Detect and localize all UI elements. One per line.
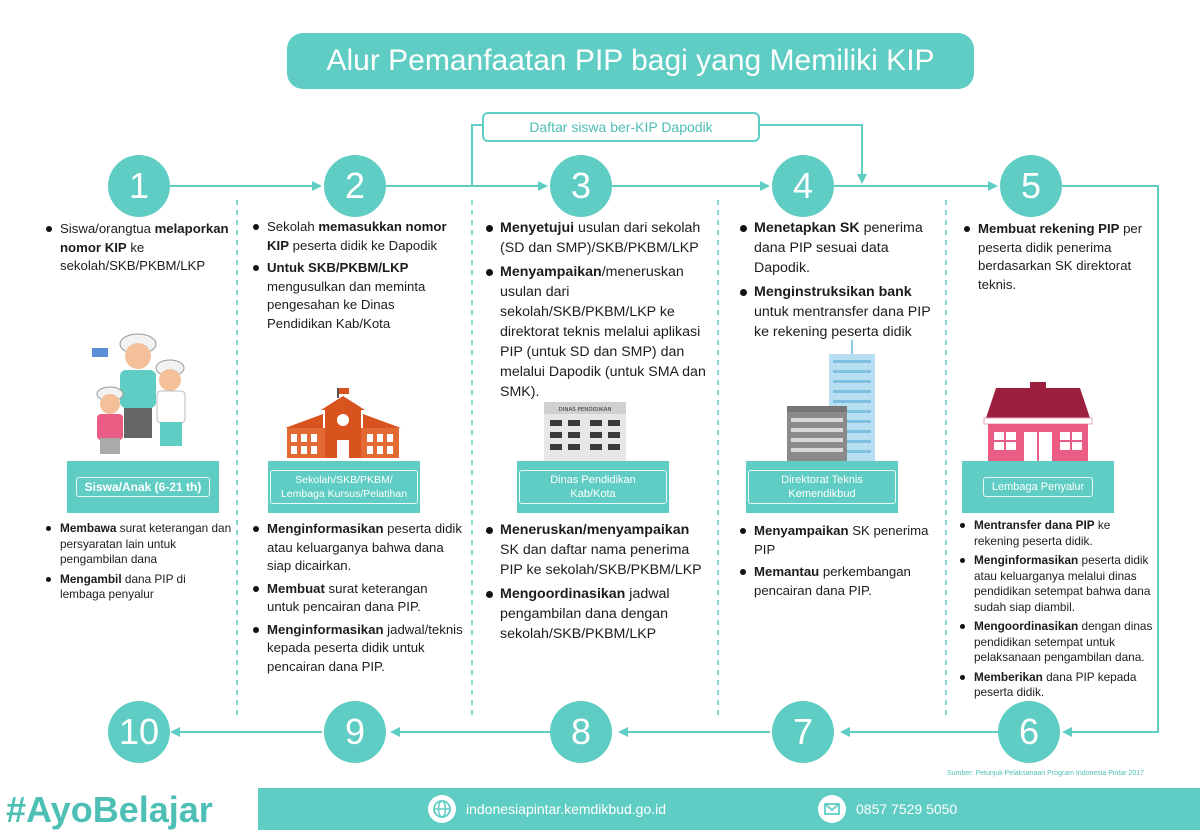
globe-icon: [428, 795, 456, 823]
step-6-circle: 6: [998, 701, 1060, 763]
phone-contact[interactable]: [818, 792, 957, 826]
step-1-circle: 1: [108, 155, 170, 217]
phone-text: 0857 7529 5050: [856, 801, 958, 817]
step-10-circle: 10: [108, 701, 170, 763]
step-3-circle: 3: [550, 155, 612, 217]
education-office-illustration: [540, 402, 630, 462]
col1-bottom-list: [44, 521, 234, 607]
step-5-circle: 5: [1000, 155, 1062, 217]
col5-bottom-list: [958, 518, 1154, 705]
col3-bottom-list: [484, 520, 710, 648]
list-item: Mengoordinasikan dengan dinas pendidikan setempat untuk pelaksanaan pengambilan dana.: [958, 619, 1154, 666]
step-2-circle: 2: [324, 155, 386, 217]
actor-plate-ministry: [746, 461, 898, 513]
actor-label: Sekolah/SKB/PKBM/ Lembaga Kursus/Pelatihan: [270, 470, 418, 504]
list-item: Menginformasikan jadwal/teknis kepada peserta didik untuk pencairan dana PIP.: [251, 621, 463, 677]
list-item: Meneruskan/menyampaikan SK dan daftar nama penerima PIP ke sekolah/SKB/PKBM/LKP: [484, 520, 710, 580]
col3-top-list: [484, 218, 710, 406]
col5-top-list: [962, 220, 1152, 298]
list-item: Menyetujui usulan dari sekolah (SD dan SMP)/SKB/PKBM/LKP: [484, 218, 710, 258]
ministry-building-illustration: [785, 340, 885, 462]
school-building-illustration: [283, 388, 403, 460]
mail-icon: [818, 795, 846, 823]
actor-label: Direktorat Teknis Kemendikbud: [748, 470, 896, 504]
actor-plate-students: [67, 461, 219, 513]
step-4-circle: 4: [772, 155, 834, 217]
list-item: Memberikan dana PIP kepada peserta didik.: [958, 670, 1154, 701]
list-item: Membawa surat keterangan dan persyaratan lain untuk pengambilan dana: [44, 521, 234, 568]
list-item: Untuk SKB/PKBM/LKP mengusulkan dan meminta pengesahan ke Dinas Pendidikan Kab/Kota: [251, 259, 463, 333]
students-illustration: [80, 330, 200, 460]
list-item: Menginformasikan peserta didik atau keluarganya bahwa dana siap dicairkan.: [251, 520, 463, 576]
dapodik-label: Daftar siswa ber-KIP Dapodik: [482, 112, 760, 142]
col2-top-list: [251, 218, 463, 337]
list-item: Menginstruksikan bank untuk mentransfer dana PIP ke rekening peserta didik: [738, 282, 944, 342]
list-item: Menyampaikan/meneruskan usulan dari sekolah/SKB/PKBM/LKP ke direktorat teknis melalui aplikasi PIP (untuk SD dan SMP) dan melalui Dapodik (untuk SMA dan SMK).: [484, 262, 710, 402]
website-text: indonesiapintar.kemdikbud.go.id: [466, 801, 667, 817]
col4-top-list: [738, 218, 944, 346]
list-item: Siswa/orangtua melaporkan nomor KIP ke sekolah/SKB/PKBM/LKP: [44, 220, 230, 276]
list-item: Sekolah memasukkan nomor KIP peserta didik ke Dapodik: [251, 218, 463, 255]
actor-label: Lembaga Penyalur: [983, 477, 1093, 497]
col2-bottom-list: [251, 520, 463, 680]
list-item: Memantau perkembangan pencairan dana PIP.: [738, 563, 944, 600]
step-9-circle: 9: [324, 701, 386, 763]
list-item: Mengambil dana PIP di lembaga penyalur: [44, 572, 234, 603]
hashtag: #AyoBelajar: [0, 788, 258, 830]
actor-label: Siswa/Anak (6-21 th): [76, 477, 211, 497]
list-item: Mengoordinasikan jadwal pengambilan dana dengan sekolah/SKB/PKBM/LKP: [484, 584, 710, 644]
page-title: Alur Pemanfaatan PIP bagi yang Memiliki KIP: [287, 33, 974, 89]
building-sign: DINAS PENDIDIKAN: [558, 407, 612, 413]
bank-building-illustration: [976, 382, 1100, 464]
col4-bottom-list: [738, 522, 944, 604]
list-item: Menyampaikan SK penerima PIP: [738, 522, 944, 559]
source-citation: Sumber: Petunjuk Pelaksanaan Program Indonesia Pintar 2017: [947, 770, 1144, 777]
actor-plate-bank: [962, 461, 1114, 513]
list-item: Membuat surat keterangan untuk pencairan dana PIP.: [251, 580, 463, 617]
step-7-circle: 7: [772, 701, 834, 763]
list-item: Membuat rekening PIP per peserta didik penerima berdasarkan SK direktorat teknis.: [962, 220, 1152, 294]
list-item: Menetapkan SK penerima dana PIP sesuai data Dapodik.: [738, 218, 944, 278]
actor-plate-school: [268, 461, 420, 513]
website-link[interactable]: [428, 792, 666, 826]
list-item: Menginformasikan peserta didik atau keluarganya melalui dinas pendidikan setempat bahwa dana sudah siap diambil.: [958, 553, 1154, 615]
step-8-circle: 8: [550, 701, 612, 763]
actor-label: Dinas Pendidikan Kab/Kota: [519, 470, 667, 504]
list-item: Mentransfer dana PIP ke rekening peserta didik.: [958, 518, 1154, 549]
col1-top-list: [44, 220, 230, 280]
actor-plate-education-office: [517, 461, 669, 513]
